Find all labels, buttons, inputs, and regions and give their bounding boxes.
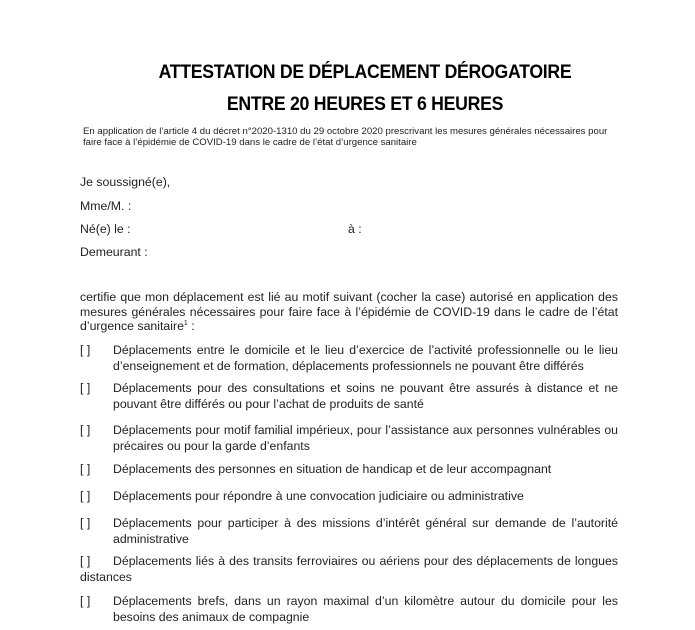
reason-label: Déplacements pour des consultations et soins ne pouvant être assurés à distance et ne pouvant être différés ou pour l’achat de produits de santé (113, 381, 618, 411)
legal-preamble: En application de l’article 4 du décret n°2020-1310 du 29 octobre 2020 prescrivant les mesures générales nécessaires pour faire face à l’épidémie de COVID-19 dans le cadre de l’état d’urgence sanitaire (83, 126, 608, 148)
reason-item-health[interactable] (80, 381, 618, 412)
reason-item-handicap[interactable] (80, 462, 618, 478)
name-field[interactable]: Mme/M. : (80, 199, 132, 213)
undersigned-label: Je soussigné(e), (80, 175, 171, 189)
reason-item-pets[interactable] (80, 594, 618, 625)
checkbox[interactable]: [ ] (80, 516, 91, 530)
checkbox[interactable]: [ ] (80, 423, 91, 437)
birth-place-field[interactable]: à : (348, 222, 362, 236)
reason-label: Déplacements pour répondre à une convocation judiciaire ou administrative (113, 489, 524, 503)
reason-label: Déplacements entre le domicile et le lieu d’exercice de l’activité professionnelle ou le lieu d’enseignement et de formation, déplacements professionnels ne pouvant être différés (113, 343, 618, 373)
reason-item-convocation[interactable] (80, 489, 618, 505)
reason-item-family[interactable] (80, 423, 618, 454)
reason-item-work[interactable] (80, 343, 618, 374)
checkbox[interactable]: [ ] (80, 489, 91, 503)
checkbox[interactable]: [ ] (80, 462, 91, 476)
checkbox[interactable]: [ ] (80, 554, 91, 568)
address-field[interactable]: Demeurant : (80, 245, 148, 259)
reason-label: Déplacements brefs, dans un rayon maximal d’un kilomètre autour du domicile pour les besoins des animaux de compagnie (113, 594, 618, 624)
reason-item-transit[interactable] (80, 554, 618, 585)
reason-label: Déplacements pour participer à des missions d’intérêt général sur demande de l’autorité administrative (113, 516, 618, 546)
document-title: ATTESTATION DE DÉPLACEMENT DÉROGATOIRE (158, 62, 572, 83)
footnote-marker: 1 (183, 320, 188, 327)
certification-statement: certifie que mon déplacement est lié au motif suivant (cocher la case) autorisé en application des mesures générales nécessaires pour faire face à l’épidémie de COVID-19 dans le cadre de l’état d’urgence sanitaire$^1$ : (80, 290, 618, 333)
checkbox[interactable]: [ ] (80, 381, 91, 395)
reason-label: Déplacements pour motif familial impérieux, pour l’assistance aux personnes vulnérables ou précaires ou pour la garde d’enfants (113, 423, 618, 453)
reason-item-general-interest[interactable] (80, 516, 618, 547)
checkbox[interactable]: [ ] (80, 343, 91, 357)
document-subtitle: ENTRE 20 HEURES ET 6 HEURES (226, 94, 504, 115)
reason-label: Déplacements des personnes en situation de handicap et de leur accompagnant (113, 462, 552, 476)
reason-label: Déplacements liés à des transits ferroviaires ou aériens pour des déplacements de longues distances (80, 554, 618, 584)
checkbox[interactable]: [ ] (80, 594, 91, 608)
birth-date-field[interactable]: Né(e) le : (80, 222, 131, 236)
